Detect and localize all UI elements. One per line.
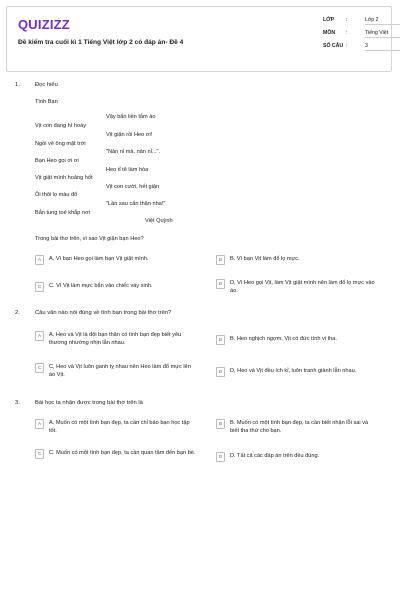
poem-line: Heo tỉ tê làm hòa xyxy=(106,167,149,173)
poem-line: Vịt giật mình hoảng hốt xyxy=(35,175,93,181)
meta-colon: : xyxy=(346,43,348,49)
option-text: C, Heo và Vịt luôn ganh tỵ nhau nên Heo làm đổ mực lên áo Vịt. xyxy=(49,364,191,378)
poem-line: "Nản nỉ mà, nản nỉ...". xyxy=(106,149,161,155)
question-text: Trong bài thơ trên, vì sao Vịt giận bạn Heo? xyxy=(35,236,144,242)
option-text: B. Vì bạn Vịt làm đổ lọ mực. xyxy=(230,256,300,262)
option-text: B. Muốn có một tình bạn đẹp, ta cần biết nhận lỗi sai và biết tha thứ cho bạn. xyxy=(230,420,369,434)
option-letter-box[interactable]: C xyxy=(35,363,44,373)
meta-value: 3 xyxy=(365,43,400,51)
meta-colon: : xyxy=(346,17,348,23)
option-text: D, Vì Heo gọi Vịt, làm Vịt giật mình nên làm đổ lọ mực vào áo. xyxy=(230,280,375,294)
question-prompt: Đọc hiểu xyxy=(35,82,58,88)
option-letter-box[interactable]: D xyxy=(216,452,225,462)
worksheet-header xyxy=(6,6,392,72)
option-letter-box[interactable]: C xyxy=(35,282,44,292)
poem-line: Vịt con đang hì hoáy xyxy=(35,123,87,129)
question-text: Câu văn nào nói đúng về tình bạn trong bài thơ trên? xyxy=(35,310,172,316)
meta-colon: : xyxy=(346,30,348,36)
option-text: D. Tất cả các đáp án trên đều đúng. xyxy=(230,453,320,459)
poem-line: Ôi thôi lọ màu đổ xyxy=(35,192,78,198)
worksheet-title: Đề kiểm tra cuối kì 1 Tiếng Việt lớp 2 có đáp án- Đề 4 xyxy=(18,39,184,46)
poem-line: Ngồi vẽ ông mặt trời xyxy=(35,141,86,147)
meta-value: Lớp 2 xyxy=(365,17,400,25)
poem-line: "Lần sau cẩn thận nha!" xyxy=(106,201,166,207)
question-number: 3. xyxy=(15,400,20,406)
meta-key: LỚP xyxy=(323,17,335,23)
poem-line: Vịt con cười, hết giận xyxy=(106,184,160,190)
option-letter-box[interactable]: B xyxy=(216,255,225,265)
poem-author: Việt Quỳnh xyxy=(145,218,173,224)
option-text: B. Heo nghịch ngợm, Vịt có đức tính vị tha. xyxy=(230,336,337,342)
option-letter-box[interactable]: D xyxy=(216,367,225,377)
quizizz-logo: QUIZIZZ xyxy=(18,17,70,32)
poem-line: Bắn tung toé khắp nơi xyxy=(35,210,90,216)
meta-row-class xyxy=(323,17,383,30)
option-letter-box[interactable]: B xyxy=(216,335,225,345)
option-letter-box[interactable]: D xyxy=(216,279,225,289)
option-text: C. Vì Vịt làm mực bắn vào chiếc váy xinh. xyxy=(49,283,153,289)
meta-key: MÔN xyxy=(323,30,336,36)
poem-line: Vậy bẩn liền tắm ào xyxy=(106,114,156,120)
meta-key: SỐ CÂU xyxy=(323,43,344,49)
option-text: A. Heo và Vịt là đôi bạn thân có tình bạn đẹp biết yêu thương nhường nhịn lẫn nhau. xyxy=(49,332,182,346)
option-text: A. Muốn có một tình bạn đẹp, ta cần chỉ bảo bạn học tập tốt. xyxy=(49,420,190,434)
option-text: C. Muốn có một tình bạn đẹp, ta cần quan tâm đến bạn bè. xyxy=(49,450,196,456)
option-letter-box[interactable]: B xyxy=(216,419,225,429)
poem-line: Bạn Heo gọi ơi ơi xyxy=(35,158,79,164)
option-letter-box[interactable]: A xyxy=(35,331,44,341)
question-number: 2. xyxy=(15,310,20,316)
option-letter-box[interactable]: A xyxy=(35,419,44,429)
meta-value: Tiếng Việt xyxy=(365,30,400,38)
meta-row-count xyxy=(323,43,383,56)
poem-title: Tình Bạn xyxy=(35,99,58,105)
question-text: Bài học ta nhận được trong bài thơ trên là xyxy=(35,400,143,406)
question-number: 1. xyxy=(15,82,20,88)
option-text: A. Vì bạn Heo gọi làm bạn Vịt giật mình. xyxy=(49,256,149,262)
option-text: D, Heo và Vịt đều ích kỉ, luôn tranh giành lẫn nhau. xyxy=(230,368,357,374)
poem-line: Vịt giận rồi Heo ơi! xyxy=(106,132,153,138)
option-letter-box[interactable]: C xyxy=(35,449,44,459)
meta-row-subject xyxy=(323,30,389,43)
option-letter-box[interactable]: A xyxy=(35,255,44,265)
worksheet-meta xyxy=(323,17,389,56)
